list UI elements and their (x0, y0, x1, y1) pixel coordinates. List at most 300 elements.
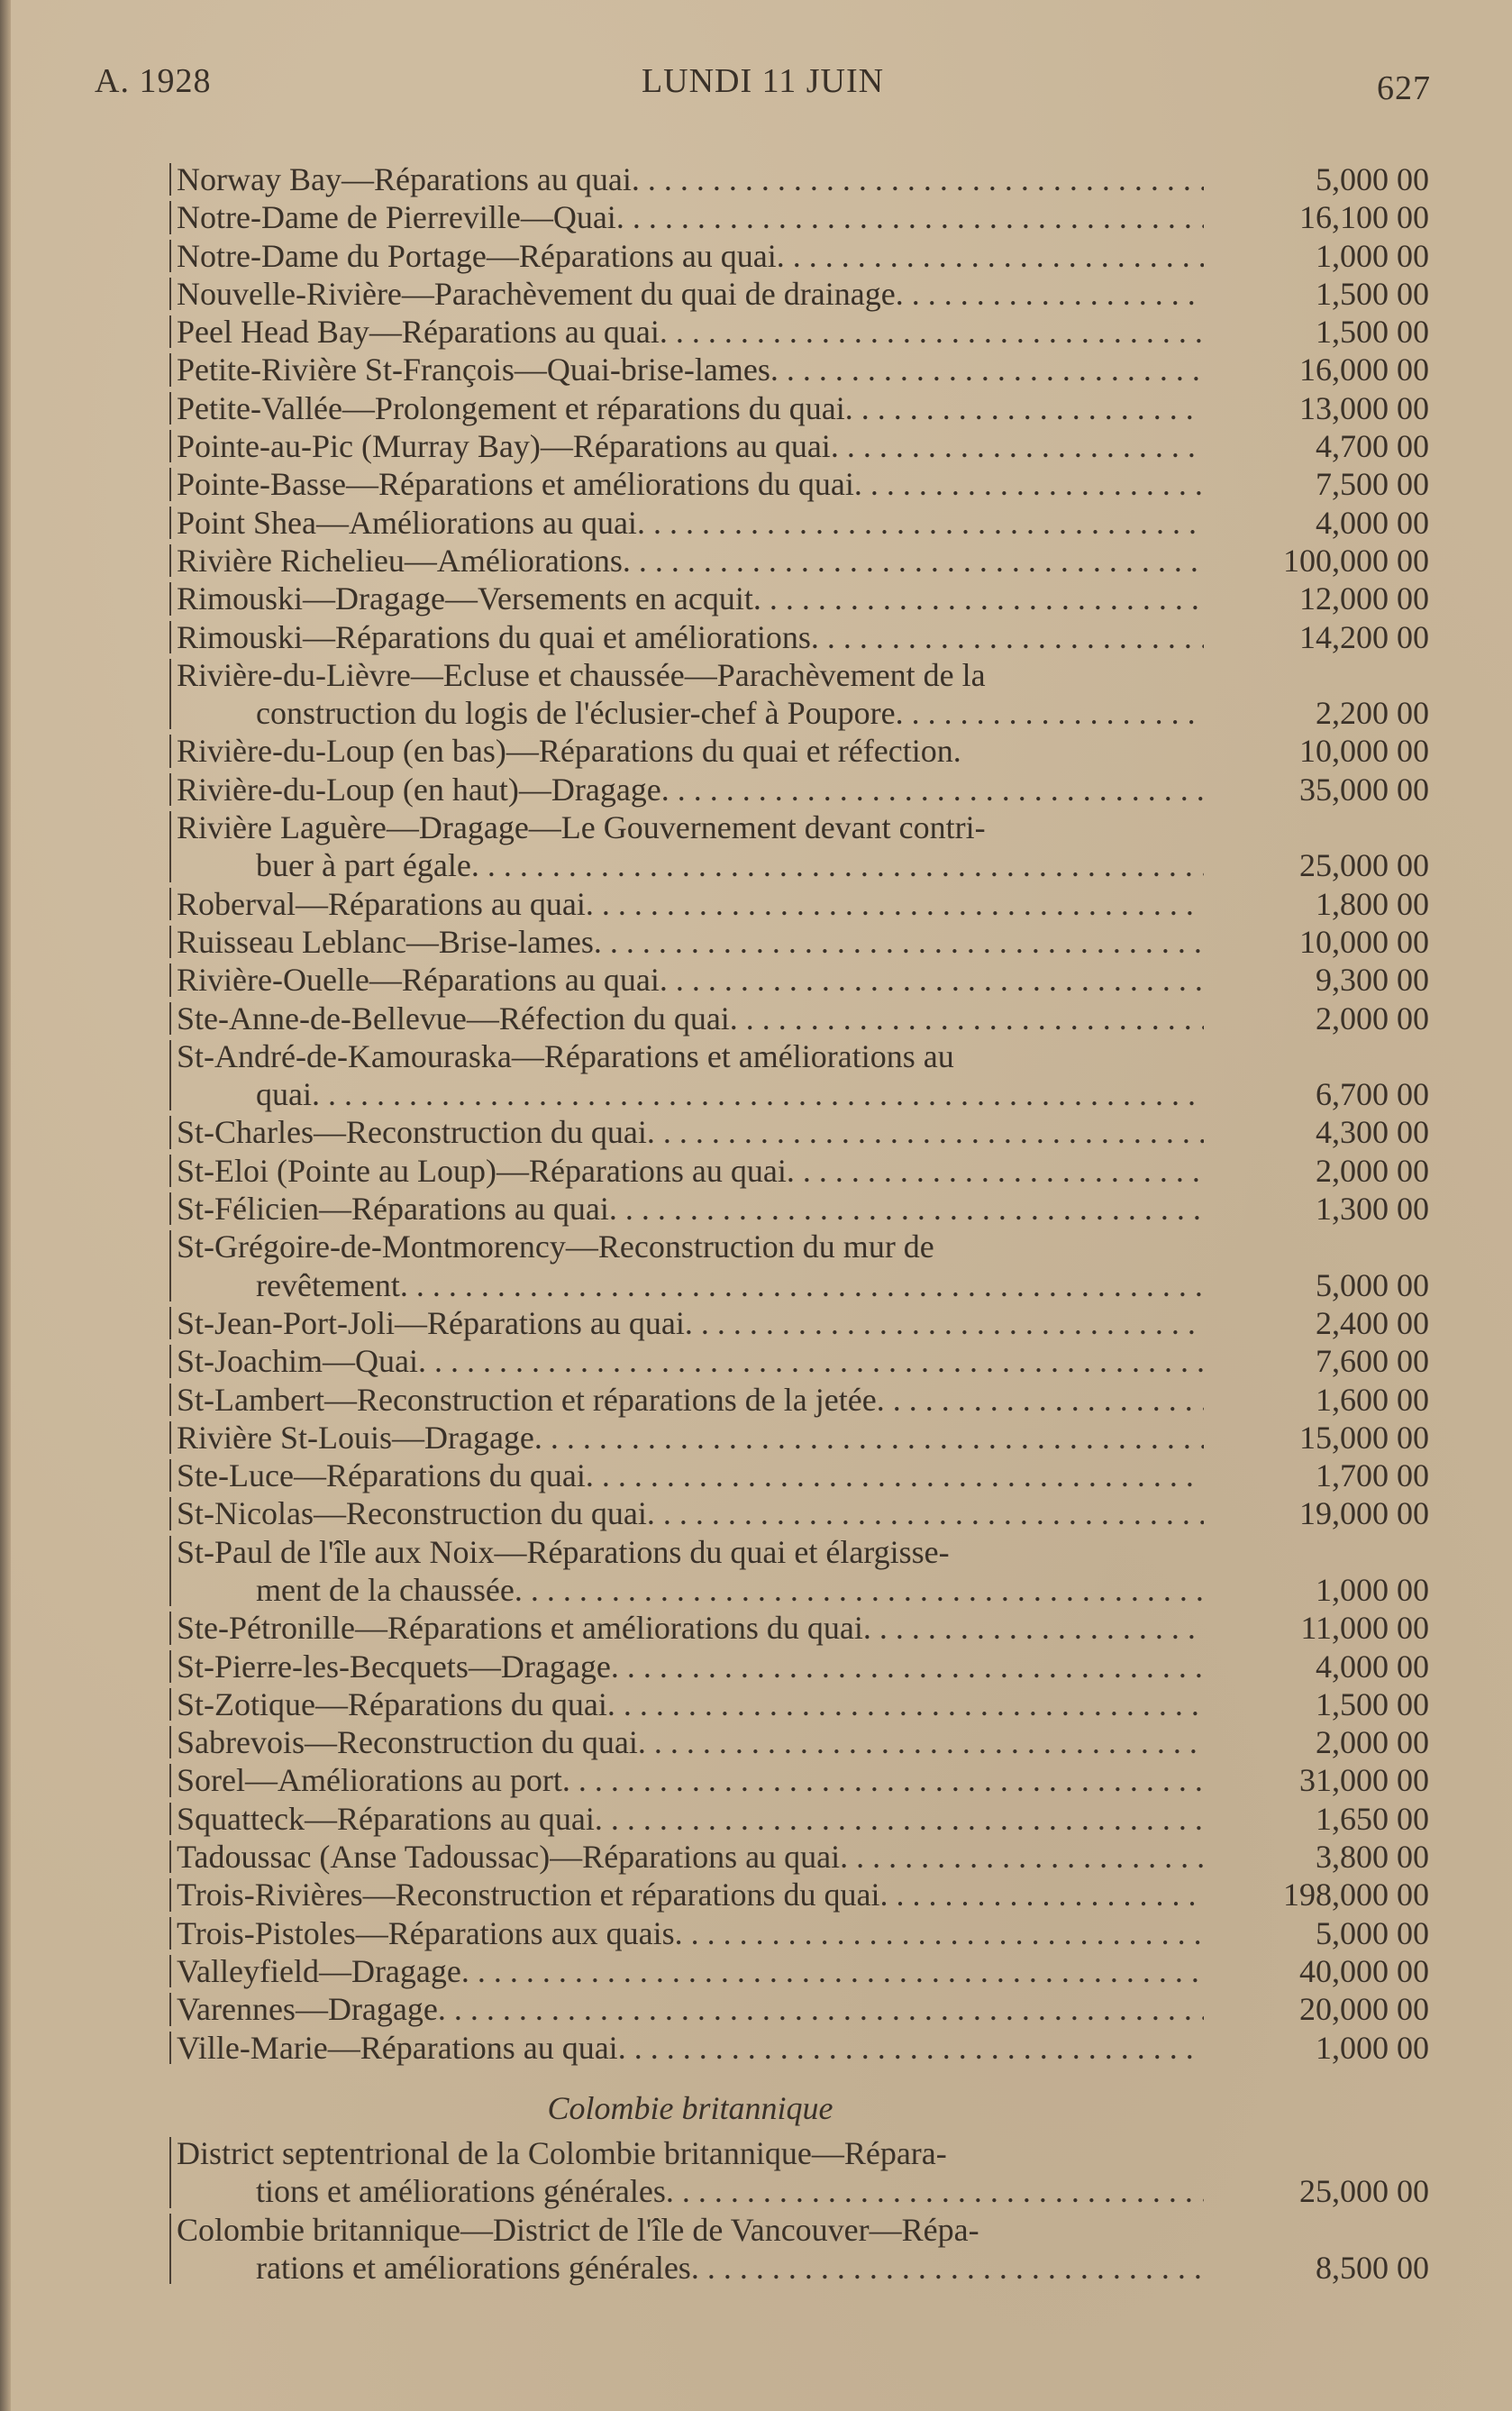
entry-amount: 19,000 00 (1299, 1495, 1429, 1532)
entry-line (177, 1648, 1204, 1685)
list-item (177, 1876, 1429, 1913)
entry-text: Sabrevois—Reconstruction du quai (177, 1724, 638, 1761)
entry-amount: 10,000 00 (1299, 923, 1429, 960)
entry-bracket (169, 1917, 171, 1950)
entry-description (177, 2134, 1204, 2211)
entry-amount: 2,000 00 (1316, 1724, 1429, 1761)
entry-text: Trois-Pistoles—Réparations aux quais (177, 1914, 675, 1951)
entry-description (177, 198, 1204, 236)
leader-dots (609, 1191, 1204, 1227)
entry-line (177, 771, 1204, 808)
entry-description (177, 2211, 1204, 2288)
entry-description (177, 1457, 1204, 1494)
entry-description (177, 1685, 1204, 1723)
entry-amount: 11,000 00 (1300, 1610, 1429, 1647)
leader-dots (840, 1839, 1204, 1875)
list-item (177, 1990, 1429, 2028)
entry-bracket (169, 1726, 171, 1758)
entry-text: Rivière-du-Loup (en bas)—Réparations du quai et réfection. (177, 733, 961, 770)
entry-description (177, 1990, 1204, 2028)
entry-amount: 20,000 00 (1299, 1991, 1429, 2028)
entry-line (177, 656, 1204, 694)
entry-line (177, 1723, 1204, 1761)
list-item (177, 1952, 1429, 1990)
entry-amount: 2,000 00 (1316, 1000, 1429, 1037)
entry-line (177, 2029, 1204, 2067)
entry-text: Point Shea—Améliorations au quai (177, 504, 637, 541)
entry-line (177, 1113, 1204, 1151)
leader-dots (896, 276, 1204, 312)
entry-amount: 4,000 00 (1316, 504, 1429, 541)
list-item (177, 351, 1429, 388)
list-item (177, 1457, 1429, 1494)
list-item (177, 542, 1429, 580)
leader-dots (777, 238, 1204, 274)
list-item (177, 1914, 1429, 1952)
entry-line (177, 1494, 1204, 1532)
entry-bracket (169, 735, 171, 767)
entry-text: District septentrional de la Colombie britannique—Répara- (177, 2135, 947, 2171)
entry-line (177, 465, 1204, 503)
entry-amount: 1,500 00 (1316, 1685, 1429, 1722)
leader-dots (607, 1686, 1204, 1722)
entry-amount: 1,800 00 (1316, 885, 1429, 922)
entry-amount: 4,300 00 (1316, 1114, 1429, 1151)
leader-dots (312, 1076, 1204, 1112)
list-item (177, 580, 1429, 617)
entry-amount: 2,000 00 (1316, 1152, 1429, 1189)
entry-bracket (169, 773, 171, 806)
list-item (177, 1494, 1429, 1532)
list-item (177, 1000, 1429, 1037)
entry-bracket (169, 507, 171, 539)
entry-text: Rivière Richelieu—Améliorations (177, 542, 623, 579)
entry-description (177, 1304, 1204, 1342)
list-item (177, 961, 1429, 999)
entry-description (177, 1000, 1204, 1037)
entry-bracket (169, 1878, 171, 1911)
entry-line (177, 313, 1204, 351)
list-item (177, 160, 1429, 198)
entry-amount: 9,300 00 (1316, 962, 1429, 999)
entry-line (177, 923, 1204, 961)
entry-bracket (169, 353, 171, 386)
entry-line (177, 1457, 1204, 1494)
entry-text: Ville-Marie—Réparations au quai (177, 2029, 618, 2066)
entry-description (177, 1419, 1204, 1457)
entry-description (177, 1037, 1204, 1114)
entry-line (177, 160, 1204, 198)
entry-amount: 10,000 00 (1299, 733, 1429, 770)
entry-amount: 1,500 00 (1316, 314, 1429, 351)
entry-text: Ste-Pétronille—Réparations et améliorations du quai (177, 1610, 863, 1647)
entry-text: Rimouski—Dragage—Versements en acquit (177, 580, 753, 617)
entry-bracket (169, 2032, 171, 2064)
entry-description (177, 1190, 1204, 1228)
leader-dots (647, 1114, 1204, 1150)
page-header (95, 61, 1431, 115)
list-item (177, 1304, 1429, 1342)
entry-amount: 2,200 00 (1316, 695, 1429, 732)
entry-description (177, 1800, 1204, 1838)
entry-text: Peel Head Bay—Réparations au quai (177, 314, 660, 351)
entry-description (177, 1952, 1204, 1990)
entry-line (177, 1990, 1204, 2028)
leader-dots (880, 1877, 1204, 1913)
leader-dots (691, 2250, 1204, 2286)
list-item (177, 1419, 1429, 1457)
entry-description (177, 618, 1204, 656)
entry-amount: 1,000 00 (1316, 237, 1429, 274)
list-item (177, 1800, 1429, 1838)
leader-dots (515, 1572, 1204, 1608)
leader-dots (616, 199, 1204, 235)
leader-dots (438, 1991, 1204, 2027)
leader-dots (660, 314, 1204, 350)
entry-line (177, 1000, 1204, 1037)
entry-bracket (169, 1192, 171, 1225)
leader-dots (675, 1915, 1204, 1951)
bc-appropriation-list (177, 2134, 1429, 2287)
list-item (177, 2211, 1429, 2288)
entry-amount: 1,650 00 (1316, 1800, 1429, 1837)
entry-bracket (169, 544, 171, 577)
entry-description (177, 1533, 1204, 1610)
entry-amount: 4,700 00 (1316, 428, 1429, 465)
entry-description (177, 275, 1204, 313)
list-item (177, 1152, 1429, 1190)
entry-line (177, 237, 1204, 275)
entry-description (177, 885, 1204, 923)
entry-text: Varennes—Dragage (177, 1991, 438, 2028)
entry-line (177, 1685, 1204, 1723)
leader-dots (787, 1153, 1204, 1189)
entry-amount: 2,400 00 (1316, 1304, 1429, 1341)
entry-line (177, 504, 1204, 542)
list-item (177, 2029, 1429, 2067)
appropriation-list (177, 160, 1429, 2067)
entry-amount: 7,500 00 (1316, 466, 1429, 503)
list-item (177, 389, 1429, 427)
list-item (177, 771, 1429, 808)
entry-description (177, 504, 1204, 542)
entry-amount: 100,000 00 (1283, 542, 1429, 579)
list-item (177, 1113, 1429, 1151)
entry-description (177, 351, 1204, 388)
entry-text: Pointe-au-Pic (Murray Bay)—Réparations au quai (177, 428, 831, 465)
entry-text: tions et améliorations générales (256, 2173, 666, 2210)
entry-amount: 1,700 00 (1316, 1457, 1429, 1494)
list-item (177, 1648, 1429, 1685)
entry-line (177, 2134, 1204, 2172)
entry-bracket (169, 315, 171, 348)
entry-text: St-Joachim—Quai (177, 1343, 418, 1380)
entry-line (177, 1609, 1204, 1647)
list-item (177, 1037, 1429, 1114)
entry-description (177, 237, 1204, 275)
entry-amount: 40,000 00 (1299, 1952, 1429, 1989)
entry-description (177, 1723, 1204, 1761)
entry-line (177, 808, 1204, 846)
entry-text: ment de la chaussée (256, 1571, 515, 1608)
entry-text: St-Charles—Reconstruction du quai (177, 1114, 647, 1151)
entry-description (177, 2029, 1204, 2067)
entry-bracket (169, 1116, 171, 1148)
entry-text: Valleyfield—Dragage (177, 1952, 461, 1989)
entry-bracket (169, 811, 171, 882)
section-title: Colombie britannique (547, 2090, 833, 2126)
entry-bracket (169, 278, 171, 310)
entry-amount: 13,000 00 (1299, 389, 1429, 426)
leader-dots (896, 695, 1204, 731)
entry-amount: 31,000 00 (1299, 1762, 1429, 1799)
leader-dots (400, 1267, 1204, 1303)
entry-line (177, 1266, 1204, 1304)
entry-description (177, 923, 1204, 961)
entry-description (177, 160, 1204, 198)
entry-text: Petite-Rivière St-François—Quai-brise-lames (177, 352, 770, 388)
entry-line (177, 961, 1204, 999)
entry-bracket (169, 1803, 171, 1835)
entry-description (177, 1609, 1204, 1647)
entry-text: Colombie britannique—District de l'île de Vancouver—Répa- (177, 2211, 979, 2248)
entry-description (177, 389, 1204, 427)
entry-text: Petite-Vallée—Prolongement et réparations du quai (177, 389, 845, 426)
entry-line (177, 1800, 1204, 1838)
entry-text: Trois-Rivières—Reconstruction et réparations du quai (177, 1877, 880, 1913)
entry-amount: 3,800 00 (1316, 1839, 1429, 1876)
entry-bracket (169, 963, 171, 996)
entry-line (177, 694, 1204, 732)
entry-line (177, 275, 1204, 313)
entry-line (177, 1761, 1204, 1799)
leader-dots (863, 1610, 1204, 1646)
leader-dots (730, 1000, 1204, 1037)
entry-amount: 12,000 00 (1299, 580, 1429, 617)
entry-bracket (169, 621, 171, 653)
list-item (177, 1381, 1429, 1419)
entry-line (177, 1419, 1204, 1457)
leader-dots (753, 580, 1204, 616)
entry-description (177, 542, 1204, 580)
entry-amount: 5,000 00 (1316, 1914, 1429, 1951)
entry-text: St-Nicolas—Reconstruction du quai (177, 1495, 647, 1532)
entry-bracket (169, 430, 171, 462)
entry-line (177, 1914, 1204, 1952)
entry-line (177, 1037, 1204, 1075)
entry-bracket (169, 201, 171, 233)
entry-line (177, 846, 1204, 884)
entry-bracket (169, 1764, 171, 1796)
entry-bracket (169, 240, 171, 272)
leader-dots (647, 1495, 1204, 1531)
list-item (177, 504, 1429, 542)
leader-dots (811, 619, 1204, 655)
leader-dots (586, 886, 1204, 922)
entry-bracket (169, 2137, 171, 2208)
entry-line (177, 2249, 1204, 2287)
entry-text: Notre-Dame du Portage—Réparations au quai (177, 237, 777, 274)
entry-bracket (169, 1840, 171, 1873)
list-item (177, 198, 1429, 236)
entry-description (177, 1838, 1204, 1876)
list-item (177, 237, 1429, 275)
entry-bracket (169, 888, 171, 920)
entry-amount: 25,000 00 (1299, 847, 1429, 884)
entry-text: Norway Bay—Réparations au quai (177, 161, 632, 197)
entry-line (177, 542, 1204, 580)
entry-amount: 1,000 00 (1316, 2029, 1429, 2066)
page-binding-edge (0, 0, 11, 2411)
entry-bracket (169, 1345, 171, 1377)
entry-description (177, 1876, 1204, 1913)
entry-amount: 15,000 00 (1299, 1419, 1429, 1456)
leader-dots (611, 1648, 1204, 1685)
entry-line (177, 1533, 1204, 1571)
entry-text: St-Paul de l'île aux Noix—Réparations du quai et élargisse- (177, 1533, 950, 1570)
entry-text: construction du logis de l'éclusier-chef à Poupore (256, 695, 896, 732)
leader-dots (586, 1457, 1204, 1493)
entry-bracket (169, 1955, 171, 1987)
entry-text: St-Eloi (Pointe au Loup)—Réparations au quai (177, 1152, 787, 1189)
entry-text: Ste-Luce—Réparations du quai (177, 1457, 586, 1494)
list-item (177, 1533, 1429, 1610)
entry-line (177, 885, 1204, 923)
leader-dots (666, 2173, 1204, 2209)
entry-text: Notre-Dame de Pierreville—Quai (177, 199, 616, 236)
entry-bracket (169, 1459, 171, 1492)
list-item (177, 618, 1429, 656)
entry-bracket (169, 1384, 171, 1416)
entry-text: Squatteck—Réparations au quai (177, 1800, 595, 1837)
leader-dots (854, 466, 1204, 502)
entry-text: Tadoussac (Anse Tadoussac)—Réparations au quai (177, 1839, 841, 1876)
leader-dots (632, 161, 1204, 197)
entry-text: quai (256, 1076, 312, 1113)
entry-bracket (169, 582, 171, 615)
entry-text: Rivière-Ouelle—Réparations au quai (177, 962, 660, 999)
leader-dots (461, 1953, 1204, 1989)
leader-dots (471, 847, 1204, 883)
leader-dots (877, 1382, 1204, 1418)
entry-amount: 6,700 00 (1316, 1076, 1429, 1113)
leader-dots (623, 543, 1204, 579)
leader-dots (661, 772, 1204, 808)
header-date: LUNDI 11 JUIN (641, 62, 885, 100)
leader-dots (685, 1305, 1204, 1341)
entry-description (177, 465, 1204, 503)
entry-description (177, 580, 1204, 617)
entry-bracket (169, 1536, 171, 1607)
leader-dots (418, 1343, 1204, 1379)
entry-line (177, 2211, 1204, 2249)
entry-description (177, 1228, 1204, 1304)
list-item (177, 732, 1429, 770)
entry-bracket (169, 2214, 171, 2285)
entry-description (177, 427, 1204, 465)
entry-bracket (169, 468, 171, 500)
entry-text: Ruisseau Leblanc—Brise-lames (177, 923, 594, 960)
entry-line (177, 1571, 1204, 1609)
list-item (177, 1723, 1429, 1761)
entry-line (177, 1838, 1204, 1876)
entry-text: Nouvelle-Rivière—Parachèvement du quai de drainage (177, 275, 896, 312)
entry-text: Rivière Laguère—Dragage—Le Gouvernement devant contri- (177, 809, 986, 846)
leader-dots (770, 352, 1204, 388)
entry-description (177, 1494, 1204, 1532)
list-item (177, 656, 1429, 733)
list-item (177, 1609, 1429, 1647)
entry-line (177, 618, 1204, 656)
entry-amount: 16,100 00 (1299, 199, 1429, 236)
list-item (177, 275, 1429, 313)
entry-description (177, 961, 1204, 999)
entry-bracket (169, 1307, 171, 1339)
entry-line (177, 1075, 1204, 1113)
entry-line (177, 427, 1204, 465)
entry-description (177, 1113, 1204, 1151)
entry-line (177, 1342, 1204, 1380)
leader-dots (595, 1801, 1204, 1837)
leader-dots (638, 1724, 1204, 1760)
entry-line (177, 1952, 1204, 1990)
entry-text: Rivière St-Louis—Dragage (177, 1419, 534, 1456)
entry-line (177, 1876, 1204, 1913)
list-item (177, 1838, 1429, 1876)
entry-amount: 35,000 00 (1299, 771, 1429, 808)
entry-bracket (169, 392, 171, 425)
entry-description (177, 732, 1204, 770)
entry-text: buer à part égale (256, 847, 471, 884)
entry-text: St-Pierre-les-Becquets—Dragage (177, 1648, 611, 1685)
entry-bracket (169, 1230, 171, 1301)
entry-amount: 7,600 00 (1316, 1343, 1429, 1380)
list-item (177, 465, 1429, 503)
entry-bracket (169, 1993, 171, 2025)
list-item (177, 885, 1429, 923)
entry-line (177, 1304, 1204, 1342)
entry-bracket (169, 1040, 171, 1111)
entry-text: Rivière-du-Lièvre—Ecluse et chaussée—Parachèvement de la (177, 656, 986, 693)
entry-bracket (169, 163, 171, 196)
entry-description (177, 1648, 1204, 1685)
list-item (177, 1761, 1429, 1799)
entry-line (177, 580, 1204, 617)
leader-dots (618, 2030, 1204, 2066)
entry-line (177, 732, 1204, 770)
entry-amount: 1,600 00 (1316, 1381, 1429, 1418)
leader-dots (562, 1762, 1204, 1798)
list-item (177, 313, 1429, 351)
entry-amount: 25,000 00 (1299, 2173, 1429, 2210)
entry-line (177, 351, 1204, 388)
entry-line (177, 1228, 1204, 1265)
entry-amount: 14,200 00 (1299, 618, 1429, 655)
entry-description (177, 313, 1204, 351)
entry-amount: 198,000 00 (1283, 1877, 1429, 1913)
entry-line (177, 389, 1204, 427)
entry-text: St-Jean-Port-Joli—Réparations au quai (177, 1304, 685, 1341)
entry-bracket (169, 1612, 171, 1644)
entry-line (177, 198, 1204, 236)
entry-amount: 5,000 00 (1316, 161, 1429, 197)
entry-description (177, 656, 1204, 733)
entry-amount: 1,300 00 (1316, 1191, 1429, 1228)
entry-description (177, 1342, 1204, 1380)
list-item (177, 923, 1429, 961)
list-item (177, 427, 1429, 465)
entry-amount: 4,000 00 (1316, 1648, 1429, 1685)
